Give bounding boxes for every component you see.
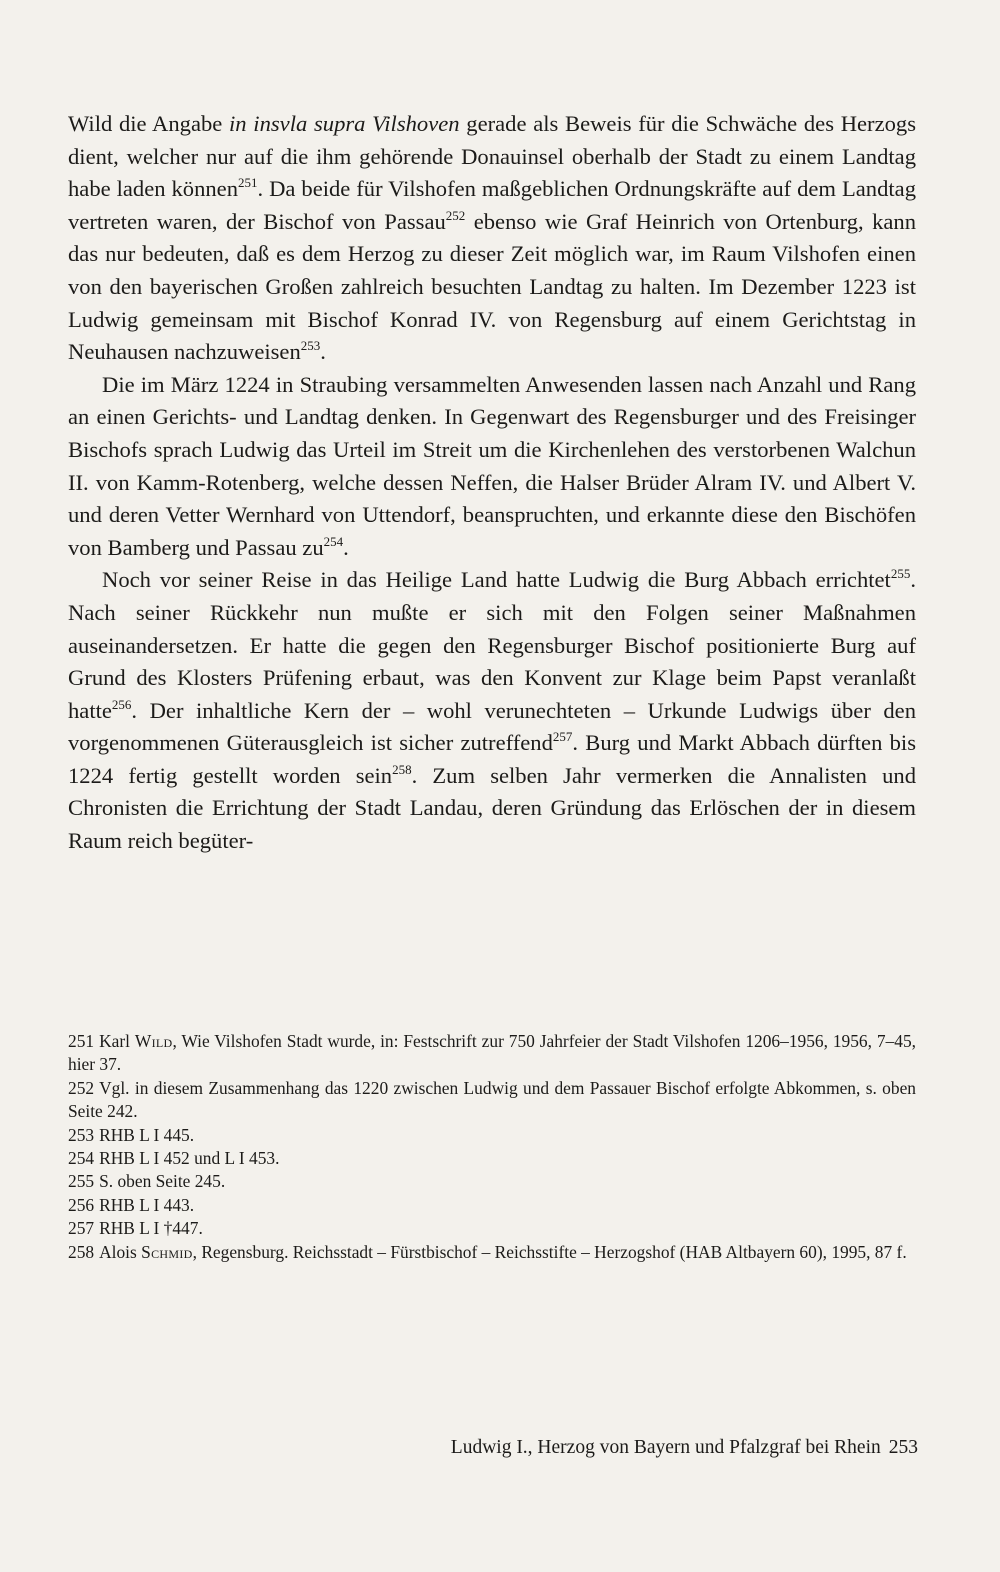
footnote-254: [68, 1147, 916, 1170]
footnote-number: 252: [68, 1077, 95, 1098]
latin-quote: in insvla supra Vilshoven: [229, 111, 460, 136]
footnote-253: [68, 1124, 916, 1147]
footnote-number: 255: [68, 1171, 95, 1192]
footnote-ref-253[interactable]: 253: [300, 338, 321, 354]
paragraph-1: [68, 108, 916, 369]
text-run: Die im März 1224 in Straubing versammelten Anwesenden lassen nach Anzahl und Rang an einen Gerichts- und Landtag denken. In Gegenwart des Regensburger und des Freisinger Bischofs sprach Ludwig das Urteil im Streit um die Kirchenlehen des verstorbenen Walchun II. von Kamm-Rotenberg, welche dessen Neffen, die Halser Brüder Alram IV. und Albert V. und deren Vetter Wernhard von Uttendorf, beanspruchten, und erkannte diese den Bischöfen von Bamberg und Passau zu: [68, 371, 916, 560]
footnote-255: [68, 1170, 916, 1193]
footnote-text: RHB L I 445.: [99, 1124, 195, 1145]
text-run: .: [320, 339, 326, 365]
text-run: . Nach seiner Rückkehr nun mußte er sich mit den Folgen seiner Maßnahmen auseinandersetzen. Er hatte die gegen den Regensburger Bischof positionierte Burg auf Grund des Klosters Prüfening erbaut, was den Konvent zur Klage beim Papst veranlaßt hatte: [68, 567, 916, 723]
footnote-text: RHB L I †447.: [99, 1218, 203, 1239]
footnote-text: Karl: [99, 1031, 135, 1051]
footnotes: [68, 1030, 916, 1264]
text-run: Noch vor seiner Reise in das Heilige Land hatte Ludwig die Burg Abbach errichtet: [102, 567, 891, 593]
footnote-ref-258[interactable]: 258: [392, 761, 412, 777]
footnote-ref-254[interactable]: 254: [323, 533, 344, 549]
footnote-258: [68, 1241, 916, 1264]
footnote-252: [68, 1077, 916, 1124]
footnote-number: 251: [68, 1031, 95, 1051]
footnote-text: RHB L I 443.: [99, 1194, 195, 1215]
text-run: . Burg und Markt Abbach dürften bis 1224 fertig gestellt worden sein: [68, 730, 916, 788]
body-text: [68, 108, 916, 858]
footnote-number: 253: [68, 1124, 95, 1145]
footnote-251: [68, 1030, 916, 1077]
footnote-text: Vgl. in diesem Zusammenhang das 1220 zwischen Ludwig und dem Passauer Bischof erfolgte Abkommen, s. oben Seite 242.: [68, 1077, 916, 1122]
text-run: . Der inhaltliche Kern der – wohl verunechteten – Urkunde Ludwigs über den vorgenommenen Güterausgleich ist sicher zutreffend: [68, 697, 916, 756]
text-run: . Zum selben Jahr vermerken die Annalisten und Chronisten die Errichtung der Stadt Landau, deren Gründung das Erlöschen der in diesem Raum reich begüter-: [68, 762, 916, 854]
footnote-number: 257: [68, 1218, 95, 1239]
footnote-257: [68, 1217, 916, 1240]
footnote-number: 254: [68, 1148, 95, 1169]
running-footer: [451, 1436, 918, 1460]
text-run: .: [343, 534, 349, 560]
footnote-number: 258: [68, 1241, 95, 1262]
paragraph-2: [68, 369, 916, 565]
author-name: Schmid: [141, 1241, 193, 1262]
footnote-ref-257[interactable]: 257: [552, 729, 573, 745]
footnote-text: RHB L I 452 und L I 453.: [99, 1148, 280, 1169]
page-number: 253: [888, 1437, 918, 1458]
footnote-text: Alois: [99, 1241, 142, 1262]
footnote-ref-256[interactable]: 256: [111, 696, 132, 712]
footnote-text: S. oben Seite 245.: [99, 1171, 226, 1192]
text-run: gerade als Beweis für die Schwäche des Herzogs dient, welcher nur auf die ihm gehörende Donauinsel oberhalb der Stadt zu einem Landtag habe laden können: [68, 111, 916, 202]
running-title: Ludwig I., Herzog von Bayern und Pfalzgraf bei Rhein: [450, 1437, 881, 1458]
paragraph-3: [68, 564, 916, 857]
footnote-ref-255[interactable]: 255: [890, 566, 911, 582]
footnote-ref-251[interactable]: 251: [238, 175, 258, 191]
footnote-text: , Wie Vilshofen Stadt wurde, in: Festschrift zur 750 Jahrfeier der Stadt Vilshofen 1206–1956, 1956, 7–45, hier 37.: [68, 1031, 916, 1075]
text-run: Wild die Angabe: [68, 111, 230, 136]
footnote-text: , Regensburg. Reichsstadt – Fürstbischof – Reichsstifte – Herzogshof (HAB Altbayern 60), 1995, 87 f.: [192, 1241, 907, 1262]
footnote-256: [68, 1194, 916, 1217]
text-run: ebenso wie Graf Heinrich von Ortenburg, kann das nur bedeuten, daß es dem Herzog zu dieser Zeit möglich war, im Raum Vilshofen einen von den bayerischen Großen zahlreich besuchten Landtag zu halten. Im Dezember 1223 ist Ludwig gemeinsam mit Bischof Konrad IV. von Regensburg auf einem Gerichtstag in Neuhausen nachzuweisen: [68, 208, 916, 365]
text-run: . Da beide für Vilshofen maßgeblichen Ordnungskräfte auf dem Landtag vertreten waren, der Bischof von Passau: [68, 176, 916, 234]
footnote-number: 256: [68, 1194, 95, 1215]
footnote-ref-252[interactable]: 252: [445, 207, 466, 223]
author-name: Wild: [134, 1031, 173, 1051]
